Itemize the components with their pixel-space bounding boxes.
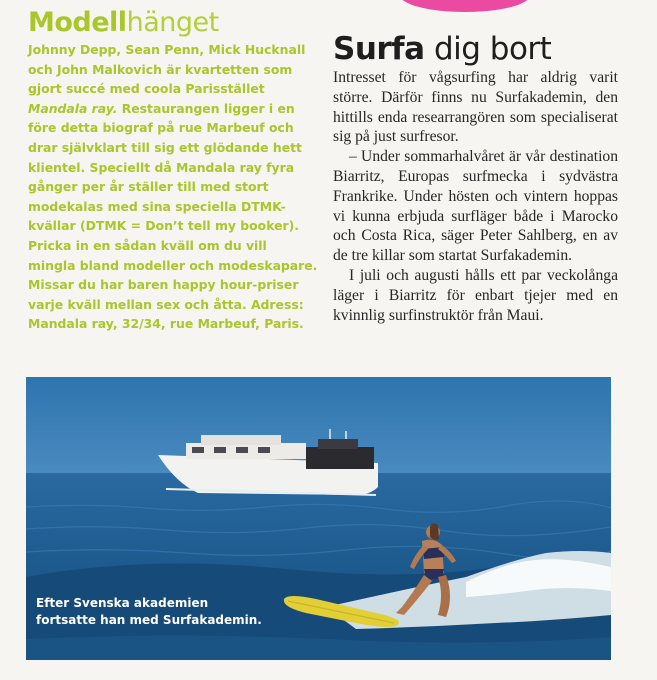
left-article-title <box>28 8 318 38</box>
right-paragraph-2: – Under sommarhalvåret är vår destination Biarritz, Europas surfmecka i sydvästra Frankrike. Under hösten och vintern hoppas vi kunna erbjuda surfläger både i Marocko och Costa Rica, säger Peter Sahlberg, en av de tre killar som startat Surfakademin. <box>333 148 618 265</box>
right-paragraph-3: I juli och augusti hålls ett par veckolånga läger i Biarritz för enbart tjejer med en kvinnlig surfinstruktör från Maui. <box>333 266 618 324</box>
left-article <box>28 8 318 334</box>
left-title-light: hänget <box>126 7 219 38</box>
right-article <box>333 32 618 325</box>
right-article-body <box>333 68 618 325</box>
surf-photo <box>26 377 611 660</box>
left-body-italic: Mandala ray. <box>28 100 118 116</box>
left-title-bold: Modell <box>28 7 127 38</box>
pink-decoration <box>400 0 530 12</box>
right-paragraph-1: Intresset för vågsurfing har aldrig varit större. Därför finns nu Surfakademin, den hittills enda researrangören som specialiserat sig på just surfresor. <box>333 69 618 146</box>
photo-caption: Efter Svenska akademien fortsatte han med Surfakademin. <box>36 596 262 627</box>
right-title-bold: Surfa <box>333 31 425 67</box>
left-body-part2: Restaurangen ligger i en före detta biograf på rue Marbeuf och drar självklart till sig ett glödande hett klientel. Speciellt då Mandala ray fyra gånger per år ställer till med stort modekalas med sina speciella DTMK-kvällar (DTMK = Don’t tell my booker). Pricka in en sådan kväll om du vill mingla bland modeller och modeskapare. Missar du har baren happy hour-priser varje kväll mellan sex och åtta. Adress: Mandala ray, 32/34, rue Marbeuf, Paris. <box>28 100 318 332</box>
right-title-light: dig bort <box>424 31 552 67</box>
left-body-part1: Johnny Depp, Sean Penn, Mick Hucknall och John Malkovich är kvartetten som gjort succé med coola Parisstället <box>28 42 306 97</box>
right-article-title <box>333 32 618 66</box>
left-article-body <box>28 40 318 334</box>
